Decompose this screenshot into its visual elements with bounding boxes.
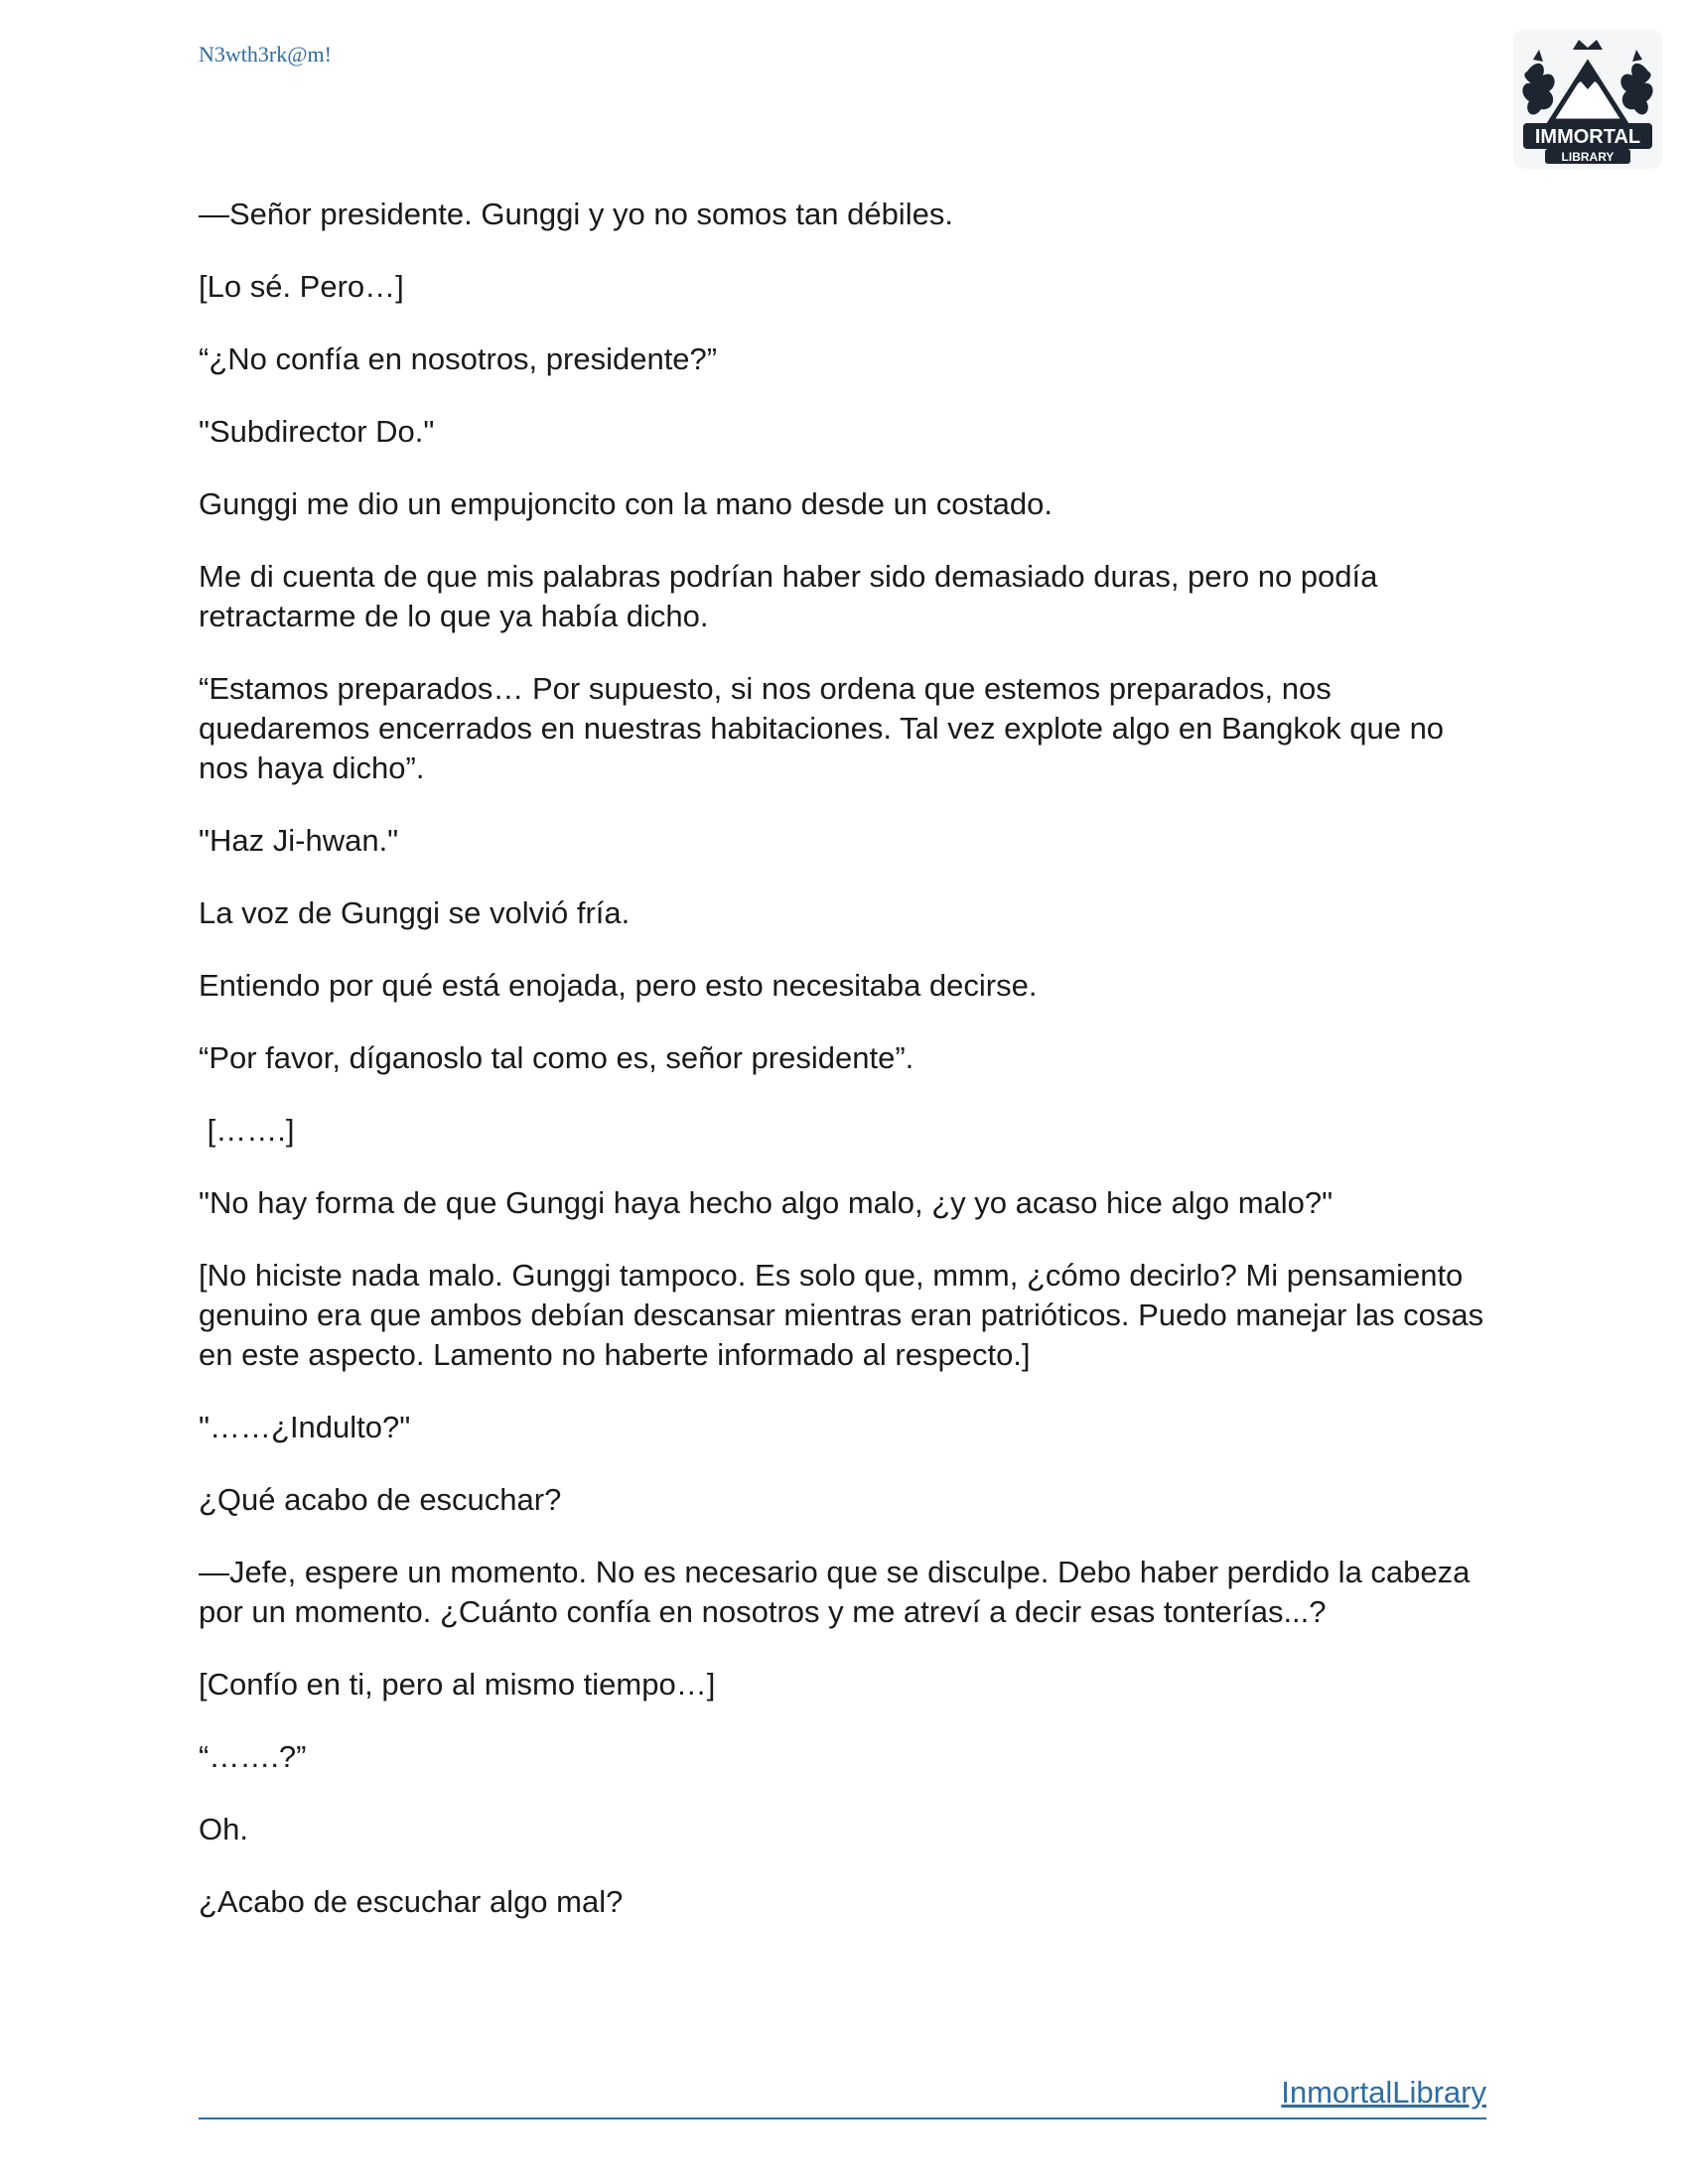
paragraph: —Señor presidente. Gunggi y yo no somos tan débiles. xyxy=(199,197,953,231)
paragraph: Oh. xyxy=(199,1812,248,1846)
paragraph: Entiendo por qué está enojada, pero esto necesitaba decirse. xyxy=(199,968,1038,1003)
paragraph: La voz de Gunggi se volvió fría. xyxy=(199,895,631,930)
document-body xyxy=(199,195,1492,1955)
immortal-library-logo xyxy=(1513,30,1662,169)
paragraph: "No hay forma de que Gunggi haya hecho algo malo, ¿y yo acaso hice algo malo?" xyxy=(199,1185,1334,1220)
paragraph: “…….?” xyxy=(199,1739,307,1774)
paragraph: [Lo sé. Pero…] xyxy=(199,269,404,304)
paragraph: ¿Acabo de escuchar algo mal? xyxy=(199,1884,624,1919)
paragraph: [No hiciste nada malo. Gunggi tampoco. Es solo que, mmm, ¿cómo decirlo? Mi pensamiento genuino era que ambos debían descansar mientras eran patrióticos. Puedo manejar las cosas en este aspecto. Lamento no haberte informado al respecto.] xyxy=(199,1258,1492,1372)
footer-library-link[interactable]: InmortalLibrary xyxy=(1281,2075,1486,2110)
paragraph: ¿Qué acabo de escuchar? xyxy=(199,1482,562,1517)
paragraph: Me di cuenta de que mis palabras podrían haber sido demasiado duras, pero no podía retractarme de lo que ya había dicho. xyxy=(199,559,1387,633)
paragraph: […….] xyxy=(199,1113,295,1148)
paragraph: “Estamos preparados… Por supuesto, si nos ordena que estemos preparados, nos quedaremos encerrados en nuestras habitaciones. Tal vez explote algo en Bangkok que no nos haya dicho”. xyxy=(199,671,1453,785)
paragraph: "……¿Indulto?" xyxy=(199,1410,411,1444)
paragraph: Gunggi me dio un empujoncito con la mano desde un costado. xyxy=(199,486,1053,521)
logo-text-line2: LIBRARY xyxy=(1561,150,1615,164)
paragraph: “Por favor, díganoslo tal como es, señor presidente”. xyxy=(199,1040,914,1075)
paragraph: —Jefe, espere un momento. No es necesario que se disculpe. Debo haber perdido la cabeza por un momento. ¿Cuánto confía en nosotros y me atreví a decir esas tonterías...? xyxy=(199,1555,1479,1629)
header-watermark-text: N3wth3rk@m! xyxy=(199,42,332,67)
logo-text-line1: IMMORTAL xyxy=(1534,126,1641,148)
paragraph: "Subdirector Do." xyxy=(199,414,435,449)
footer-divider xyxy=(199,2117,1486,2119)
paragraph: “¿No confía en nosotros, presidente?” xyxy=(199,341,718,376)
paragraph: [Confío en ti, pero al mismo tiempo…] xyxy=(199,1667,716,1702)
paragraph: "Haz Ji-hwan." xyxy=(199,823,399,858)
